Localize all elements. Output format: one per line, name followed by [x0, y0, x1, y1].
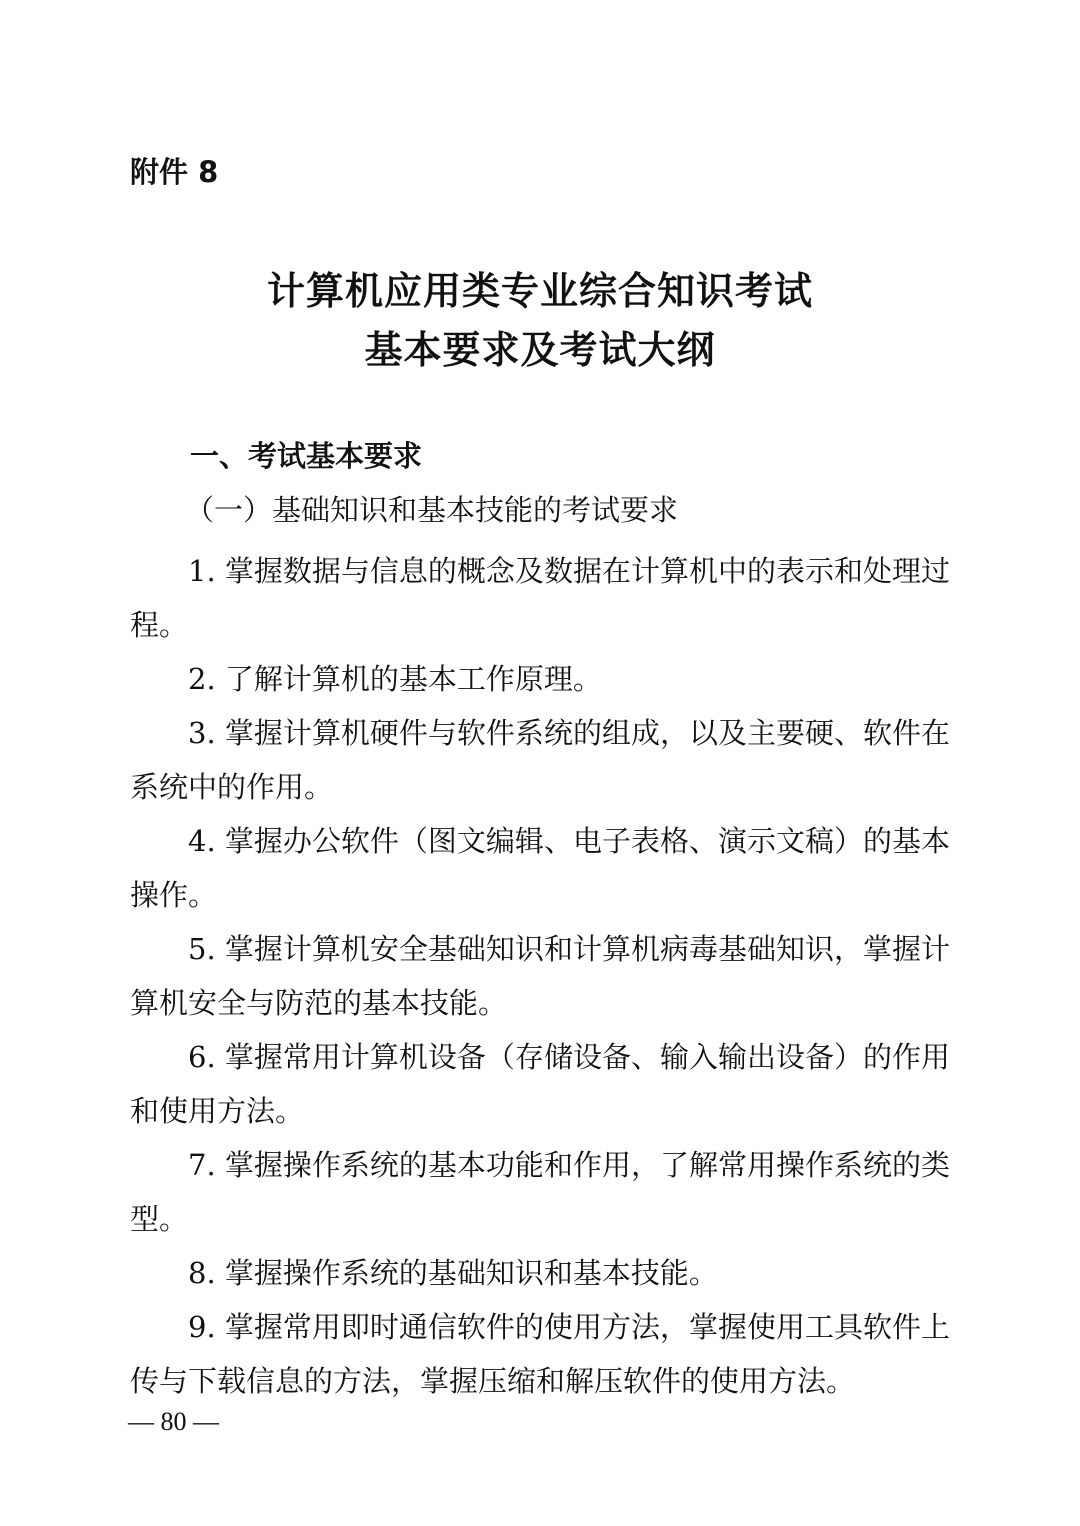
- section-heading: 一、考试基本要求: [190, 439, 423, 473]
- page-number: — 80 —: [128, 1407, 219, 1436]
- list-item: 1. 掌握数据与信息的概念及数据在计算机中的表示和处理过程。: [130, 554, 950, 642]
- list-item: 3. 掌握计算机硬件与软件系统的组成，以及主要硬、软件在系统中的作用。: [130, 716, 950, 804]
- requirements-list: [130, 544, 950, 1408]
- attachment-label: 附件 8: [130, 155, 219, 189]
- list-item: 7. 掌握操作系统的基本功能和作用，了解常用操作系统的类型。: [130, 1148, 950, 1236]
- list-item: 8. 掌握操作系统的基础知识和基本技能。: [188, 1256, 718, 1290]
- list-item: 5. 掌握计算机安全基础知识和计算机病毒基础知识，掌握计算机安全与防范的基本技能。: [130, 932, 950, 1020]
- title-line-2: 基本要求及考试大纲: [364, 327, 716, 372]
- list-item: 9. 掌握常用即时通信软件的使用方法，掌握使用工具软件上传与下载信息的方法，掌握压缩和解压软件的使用方法。: [130, 1310, 950, 1398]
- list-item: 2. 了解计算机的基本工作原理。: [188, 662, 602, 696]
- subsection-heading: （一）基础知识和基本技能的考试要求: [185, 493, 679, 527]
- list-item: 6. 掌握常用计算机设备（存储设备、输入输出设备）的作用和使用方法。: [130, 1040, 950, 1128]
- title-line-1: 计算机应用类专业综合知识考试: [266, 268, 813, 313]
- list-item: 4. 掌握办公软件（图文编辑、电子表格、演示文稿）的基本操作。: [130, 824, 950, 912]
